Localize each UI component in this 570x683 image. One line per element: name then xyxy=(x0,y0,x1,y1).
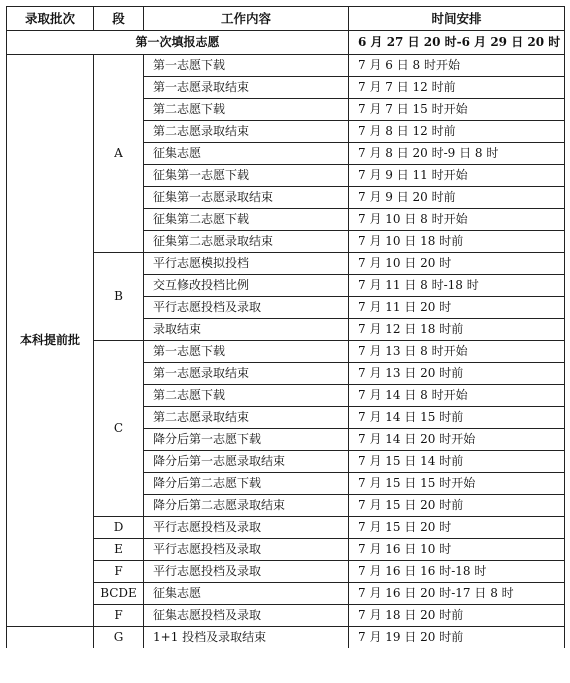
time-cell: 7 月 8 日 20 时-9 日 8 时 xyxy=(349,143,565,165)
work-cell: 征集第二志愿下载 xyxy=(144,209,349,231)
schedule-sheet xyxy=(6,6,565,648)
segment-cell: A xyxy=(94,55,144,253)
time-cell: 7 月 6 日 8 时开始 xyxy=(349,55,565,77)
segment-cell: B xyxy=(94,253,144,341)
time-cell: 7 月 10 日 20 时 xyxy=(349,253,565,275)
time-cell: 7 月 11 日 8 时-18 时 xyxy=(349,275,565,297)
time-cell: 7 月 14 日 15 时前 xyxy=(349,407,565,429)
work-cell: 征集志愿投档及录取 xyxy=(144,605,349,627)
work-cell: 平行志愿投档及录取 xyxy=(144,297,349,319)
time-cell: 7 月 16 日 20 时-17 日 8 时 xyxy=(349,583,565,605)
time-cell: 7 月 10 日 8 时开始 xyxy=(349,209,565,231)
segment-cell: F xyxy=(94,561,144,583)
time-cell: 7 月 9 日 20 时前 xyxy=(349,187,565,209)
time-cell: 7 月 14 日 20 时开始 xyxy=(349,429,565,451)
work-cell: 第一志愿下载 xyxy=(144,341,349,363)
header-segment: 段 xyxy=(94,7,144,31)
table-row-last xyxy=(7,627,565,649)
round-time: 6 月 27 日 20 时-6 月 29 日 20 时 xyxy=(349,31,565,55)
time-cell: 7 月 15 日 15 时开始 xyxy=(349,473,565,495)
work-cell: 降分后第一志愿下载 xyxy=(144,429,349,451)
work-cell: 征集第一志愿录取结束 xyxy=(144,187,349,209)
time-cell: 7 月 13 日 20 时前 xyxy=(349,363,565,385)
segment-cell: E xyxy=(94,539,144,561)
admission-schedule-table xyxy=(6,6,565,648)
segment-cell: BCDE xyxy=(94,583,144,605)
work-cell: 平行志愿投档及录取 xyxy=(144,561,349,583)
segment-cell: D xyxy=(94,517,144,539)
work-cell: 降分后第二志愿下载 xyxy=(144,473,349,495)
round-row xyxy=(7,31,565,55)
table-row xyxy=(7,55,565,77)
time-cell: 7 月 10 日 18 时前 xyxy=(349,231,565,253)
time-cell: 7 月 16 日 16 时-18 时 xyxy=(349,561,565,583)
time-cell: 7 月 19 日 20 时前 xyxy=(349,627,565,649)
work-cell: 征集志愿 xyxy=(144,583,349,605)
header-row xyxy=(7,7,565,31)
segment-cell: C xyxy=(94,341,144,517)
work-cell: 录取结束 xyxy=(144,319,349,341)
time-cell: 7 月 14 日 8 时开始 xyxy=(349,385,565,407)
batch-cell: 本科提前批 xyxy=(7,55,94,627)
work-cell: 第一志愿下载 xyxy=(144,55,349,77)
work-cell: 征集第一志愿下载 xyxy=(144,165,349,187)
work-cell: 降分后第一志愿录取结束 xyxy=(144,451,349,473)
work-cell: 第二志愿下载 xyxy=(144,385,349,407)
work-cell: 第二志愿录取结束 xyxy=(144,121,349,143)
batch-cell-empty xyxy=(7,627,94,649)
header-batch: 录取批次 xyxy=(7,7,94,31)
time-cell: 7 月 11 日 20 时 xyxy=(349,297,565,319)
time-cell: 7 月 13 日 8 时开始 xyxy=(349,341,565,363)
work-cell: 第二志愿录取结束 xyxy=(144,407,349,429)
header-time: 时间安排 xyxy=(349,7,565,31)
work-cell: 平行志愿模拟投档 xyxy=(144,253,349,275)
work-cell: 1+1 投档及录取结束 xyxy=(144,627,349,649)
work-cell: 征集第二志愿录取结束 xyxy=(144,231,349,253)
work-cell: 降分后第二志愿录取结束 xyxy=(144,495,349,517)
work-cell: 第一志愿录取结束 xyxy=(144,77,349,99)
header-work: 工作内容 xyxy=(144,7,349,31)
work-cell: 平行志愿投档及录取 xyxy=(144,539,349,561)
work-cell: 征集志愿 xyxy=(144,143,349,165)
time-cell: 7 月 18 日 20 时前 xyxy=(349,605,565,627)
time-cell: 7 月 9 日 11 时开始 xyxy=(349,165,565,187)
segment-cell: G xyxy=(94,627,144,649)
round-label: 第一次填报志愿 xyxy=(7,31,349,55)
time-cell: 7 月 7 日 12 时前 xyxy=(349,77,565,99)
schedule-body xyxy=(7,31,565,649)
time-cell: 7 月 12 日 18 时前 xyxy=(349,319,565,341)
work-cell: 平行志愿投档及录取 xyxy=(144,517,349,539)
work-cell: 第一志愿录取结束 xyxy=(144,363,349,385)
segment-cell: F xyxy=(94,605,144,627)
time-cell: 7 月 7 日 15 时开始 xyxy=(349,99,565,121)
time-cell: 7 月 8 日 12 时前 xyxy=(349,121,565,143)
work-cell: 第二志愿下载 xyxy=(144,99,349,121)
time-cell: 7 月 16 日 10 时 xyxy=(349,539,565,561)
time-cell: 7 月 15 日 14 时前 xyxy=(349,451,565,473)
time-cell: 7 月 15 日 20 时前 xyxy=(349,495,565,517)
work-cell: 交互修改投档比例 xyxy=(144,275,349,297)
time-cell: 7 月 15 日 20 时 xyxy=(349,517,565,539)
